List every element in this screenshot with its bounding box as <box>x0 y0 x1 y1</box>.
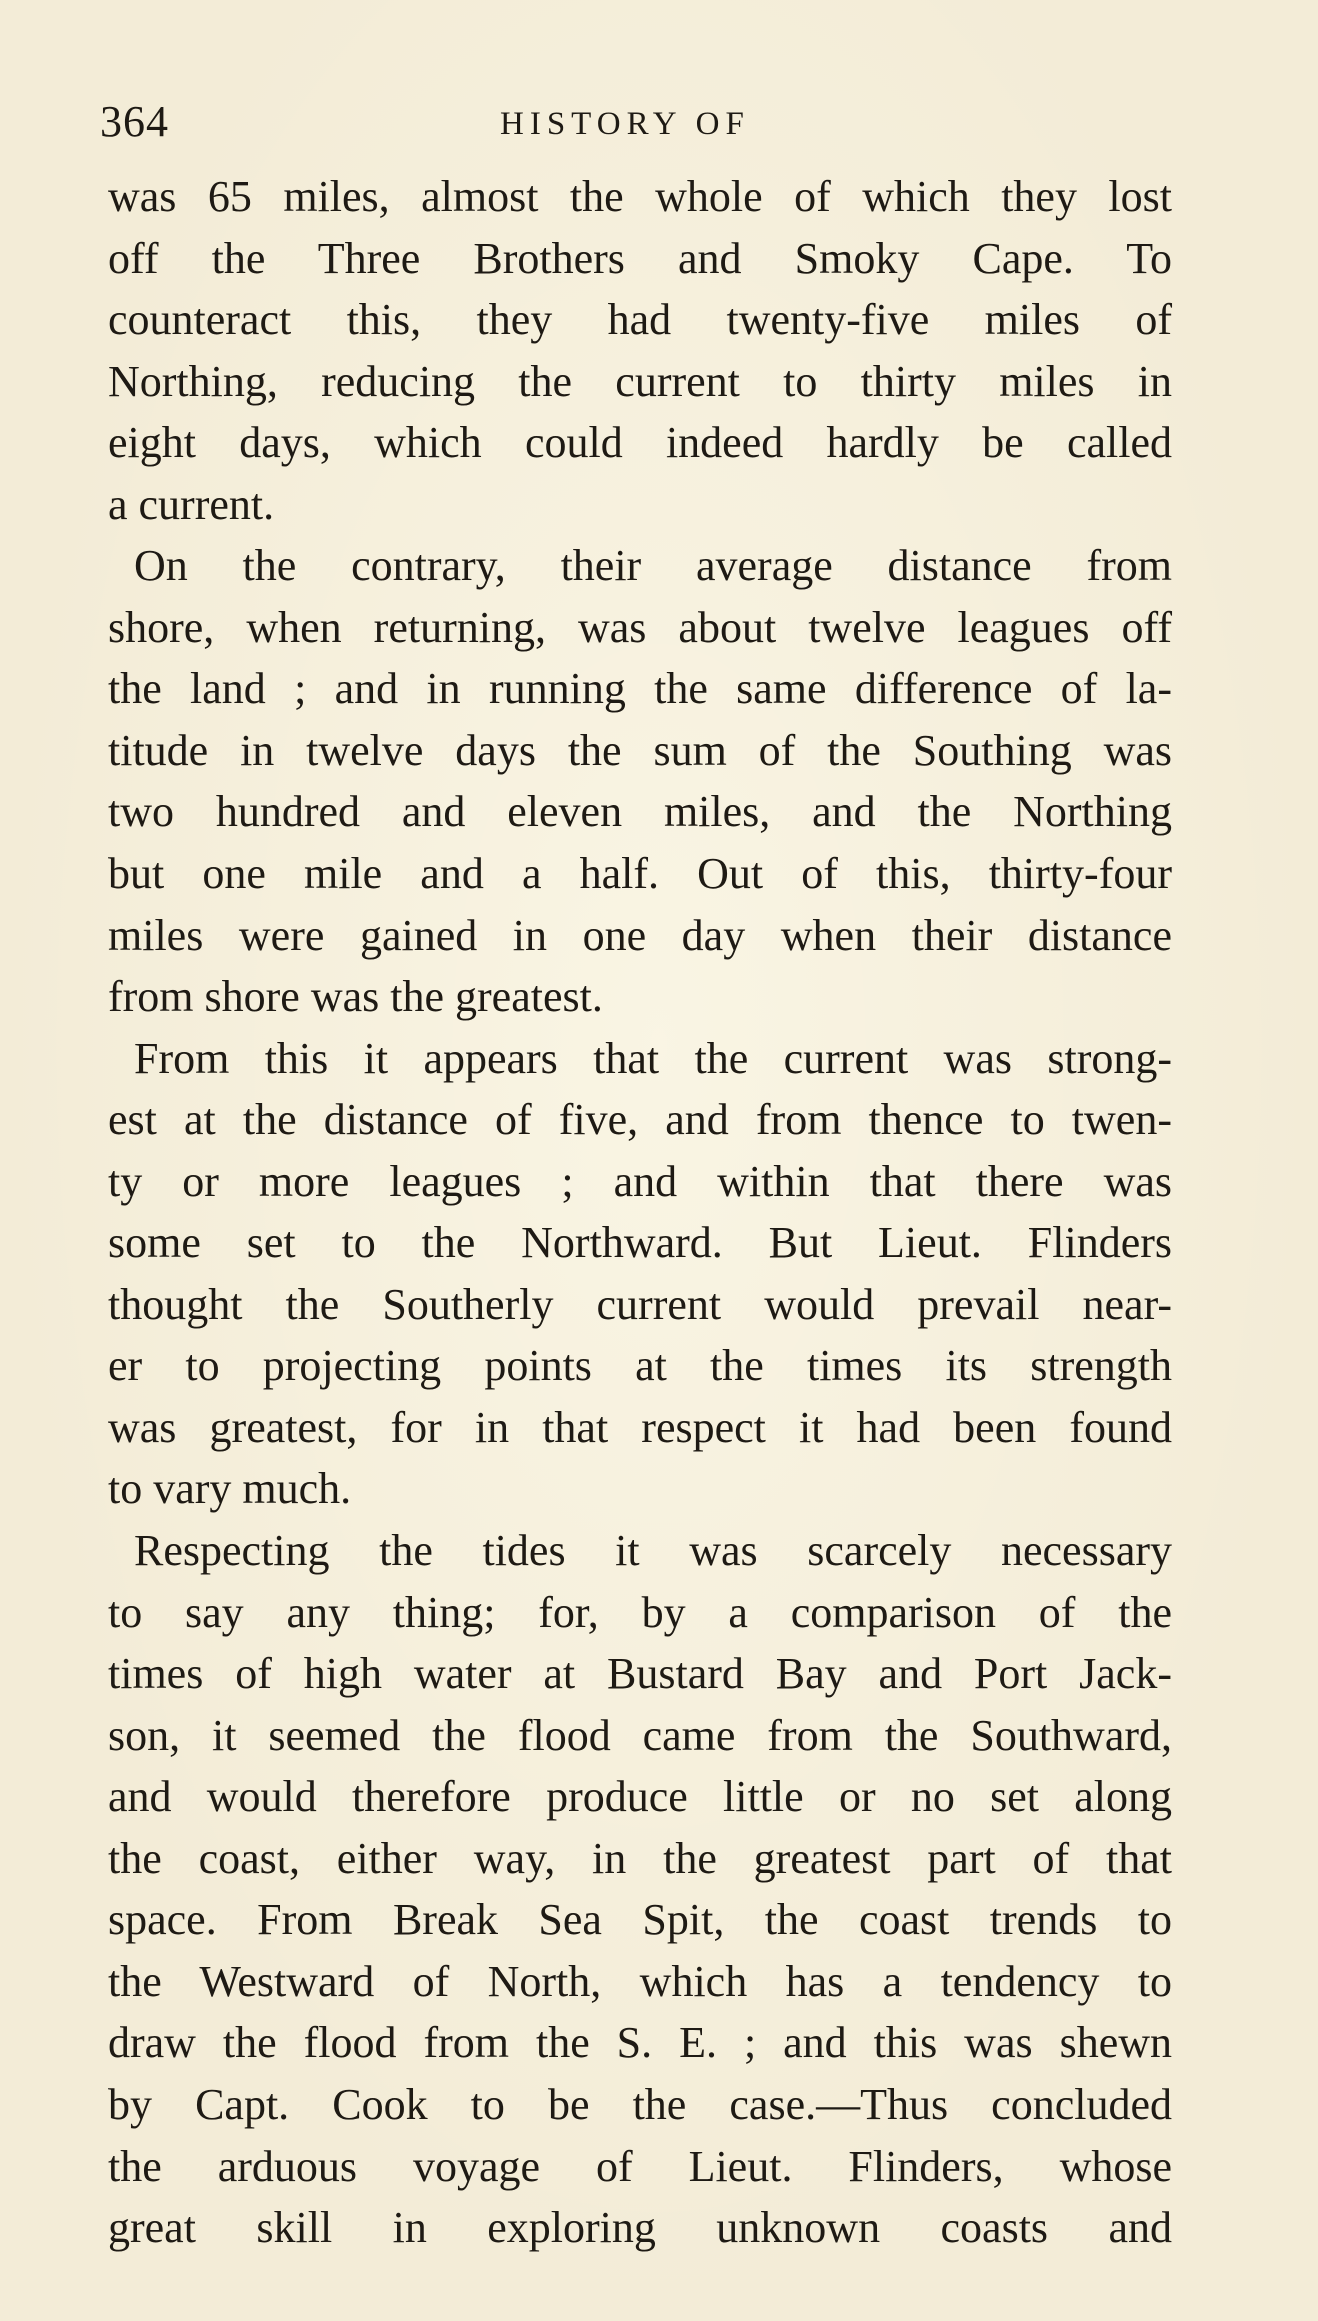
text-line: to say any thing; for, by a comparison of the <box>108 1587 1172 1637</box>
text-line: the Westward of North, which has a tendency to <box>108 1956 1172 2006</box>
text-line: the coast, either way, in the greatest part of that <box>108 1833 1172 1883</box>
text-line: some set to the Northward. But Lieut. Flinders <box>108 1218 1172 1268</box>
text-line: to vary much. <box>108 1464 352 1514</box>
text-line: great skill in exploring unknown coasts and <box>108 2203 1172 2253</box>
paragraph-start-line: On the contrary, their average distance from <box>134 541 1172 591</box>
text-line: a current. <box>108 479 275 529</box>
text-line: son, it seemed the flood came from the Southward, <box>108 1710 1172 1760</box>
text-line: but one mile and a half. Out of this, thirty-four <box>108 849 1172 899</box>
paragraph-start-line: From this it appears that the current was strong- <box>134 1033 1172 1083</box>
text-line: by Capt. Cook to be the case.—Thus concluded <box>108 2079 1172 2129</box>
text-line: and would therefore produce little or no set along <box>108 1772 1172 1822</box>
text-line: space. From Break Sea Spit, the coast trends to <box>108 1895 1172 1945</box>
text-line: was 65 miles, almost the whole of which they lost <box>108 172 1172 221</box>
running-head <box>0 92 1318 152</box>
text-line: draw the flood from the S. E. ; and this was shewn <box>108 2018 1172 2068</box>
text-line: two hundred and eleven miles, and the Northing <box>108 787 1172 837</box>
text-line: titude in twelve days the sum of the Southing was <box>108 725 1172 775</box>
running-title: HISTORY OF <box>500 106 750 142</box>
text-line: Northing, reducing the current to thirty miles in <box>108 356 1172 406</box>
text-line: er to projecting points at the times its strength <box>108 1341 1172 1391</box>
text-line: the arduous voyage of Lieut. Flinders, whose <box>108 2141 1172 2191</box>
text-line: counteract this, they had twenty-five miles of <box>108 295 1172 345</box>
body-text <box>108 166 1172 2259</box>
text-line: ty or more leagues ; and within that there was <box>108 1156 1172 1206</box>
text-line: est at the distance of five, and from thence to twen- <box>108 1095 1172 1145</box>
text-line: the land ; and in running the same difference of la- <box>108 664 1172 714</box>
page-number: 364 <box>100 97 169 146</box>
text-line: thought the Southerly current would prevail near- <box>108 1279 1172 1329</box>
text-line: miles were gained in one day when their distance <box>108 910 1172 960</box>
text-line: eight days, which could indeed hardly be called <box>108 418 1172 468</box>
text-line: off the Three Brothers and Smoky Cape. To <box>108 233 1172 283</box>
text-line: from shore was the greatest. <box>108 972 603 1022</box>
text-line: shore, when returning, was about twelve leagues off <box>108 602 1172 652</box>
text-line: times of high water at Bustard Bay and Port Jack- <box>108 1649 1172 1699</box>
paragraph-start-line: Respecting the tides it was scarcely necessary <box>134 1526 1172 1576</box>
text-line: was greatest, for in that respect it had been found <box>108 1402 1172 1452</box>
